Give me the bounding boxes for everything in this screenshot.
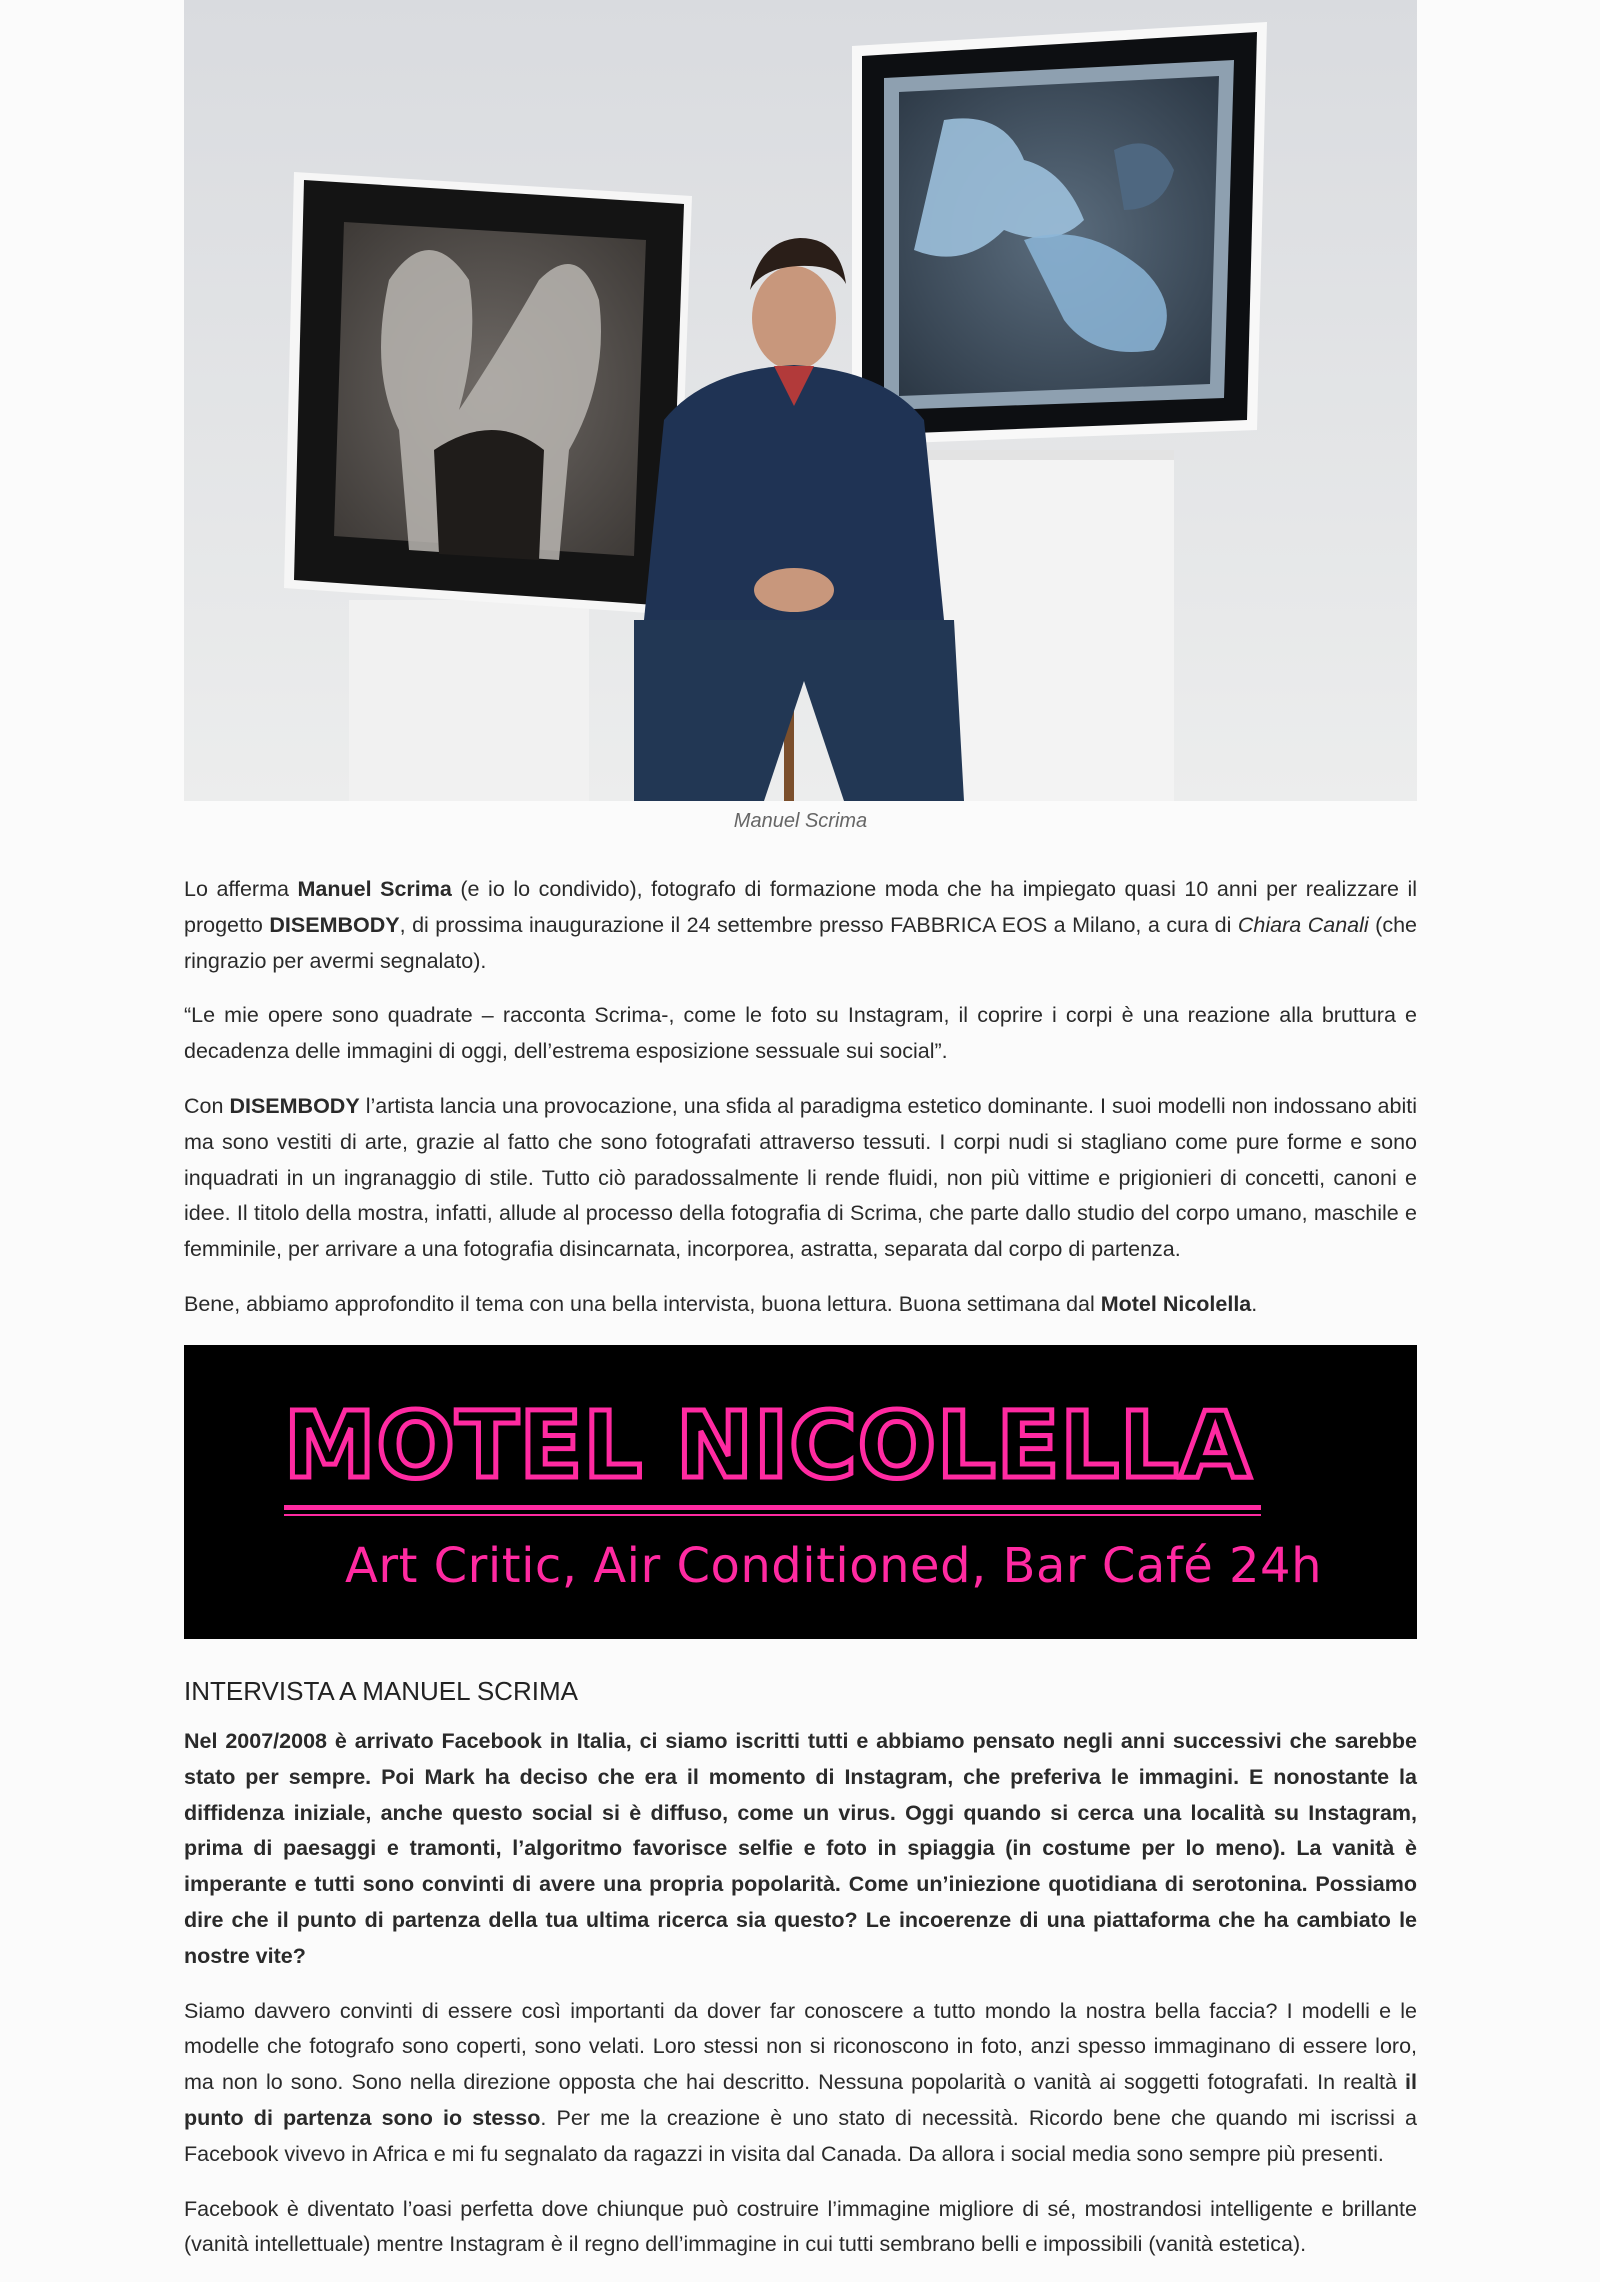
banner-title: MOTEL NICOLELLA [284, 1392, 1252, 1499]
blog-name: Motel Nicolella [1100, 1291, 1252, 1316]
interview-answer-2: Facebook è diventato l’oasi perfetta dove chiunque può costruire l’immagine migliore di sé, mostrandosi intelligente e brillante (vanità intellettuale) mentre Instagram è il regno dell’immagine in cui tutti sembrano belli e impossibili (vanità estetica). [184, 2196, 1417, 2257]
intro-paragraph-2: “Le mie opere sono quadrate – racconta Scrima-, come le foto su Instagram, il coprire i corpi è una reazione alla bruttura e decadenza delle immagini di oggi, dell’estrema esposizione sessuale sui social”. [184, 1003, 1417, 1064]
intro-paragraph-3: Con DISEMBODY l’artista lancia una provocazione, una sfida al paradigma estetico dominante. I suoi modelli non indossano abiti ma sono vestiti di arte, grazie al fatto che sono fotografati attraverso tessuti. I corpi nudi si stagliano come pure forme e sono inquadrati in un ingranaggio di stile. Tutto ciò paradossalmente li rende fluidi, non più vittime e prigionieri di concetti, canoni e idee. Il titolo della mostra, infatti, allude al processo della fotografia di Scrima, che parte dallo studio del corpo umano, maschile e femminile, per arrivare a una fotografia disincarnata, incorporea, astratta, separata dal corpo di partenza. [184, 1093, 1417, 1262]
motel-nicolella-banner [184, 1345, 1417, 1639]
banner-rule [284, 1505, 1261, 1510]
banner-subtitle: Art Critic, Air Conditioned, Bar Café 24h [345, 1538, 1322, 1594]
intro-paragraph-4: Bene, abbiamo approfondito il tema con una bella intervista, buona lettura. Buona settimana dal Motel Nicolella. [184, 1291, 1258, 1316]
interview-text [184, 1724, 1417, 2282]
artist-name: Manuel Scrima [297, 877, 452, 901]
project-name: DISEMBODY [269, 912, 400, 937]
intro-paragraph-1: Lo afferma Manuel Scrima (e io lo condivido), fotografo di formazione moda che ha impiegato quasi 10 anni per realizzare il progetto DISEMBODY, di prossima inaugurazione il 24 settembre presso FABBRICA EOS a Milano, a cura di Chiara Canali (che ringrazio per avermi segnalato). [184, 877, 1418, 973]
interview-answer-1: Siamo davvero convinti di essere così importanti da dover far conoscere a tutto mondo la nostra bella faccia? I modelli e le modelle che fotografo sono coperti, sono velati. Loro stessi non si riconoscono in foto, anzi spesso immaginano di essere loro, ma non lo sono. Sono nella direzione opposta che hai descritto. Nessuna popolarità o vanità ai soggetti fotografati. In realtà il punto di partenza sono io stesso. Per me la creazione è uno stato di necessità. Ricordo bene che quando mi iscrissi a Facebook vivevo in Africa e mi fu segnalato da ragazzi in visita dal Canada. Da allora i social media sono sempre più presenti. [184, 1998, 1417, 2166]
image-caption: Manuel Scrima [733, 810, 868, 832]
banner-rule [284, 1514, 1261, 1516]
curator-name: Chiara Canali [1237, 912, 1369, 937]
interview-heading: INTERVISTA A MANUEL SCRIMA [184, 1676, 578, 1706]
project-name: DISEMBODY [229, 1093, 360, 1118]
photo-of-artist-with-two-framed-artworks-icon [184, 0, 1417, 801]
interview-question: Nel 2007/2008 è arrivato Facebook in Italia, ci siamo iscritti tutti e abbiamo pensato negli anni successivi che sarebbe stato per sempre. Poi Mark ha deciso che era il momento di Instagram, che preferiva le immagini. E nonostante la diffidenza iniziale, anche questo social si è diffuso, come un virus. Oggi quando si cerca una località su Instagram, prima di paesaggi e tramonti, l’algoritmo favorisce selfie e foto in spiaggia (in costume per lo meno). La vanità è imperante e tutti sono convinti di avere una propria popolarità. Come un’iniezione quotidiana di serotonina. Possiamo dire che il punto di partenza della tua ultima ricerca sia questo? Le incoerenze di una piattaforma che ha cambiato le nostre vite? [184, 1729, 1417, 1968]
hero-image [184, 0, 1417, 801]
intro-text [184, 872, 1417, 1342]
